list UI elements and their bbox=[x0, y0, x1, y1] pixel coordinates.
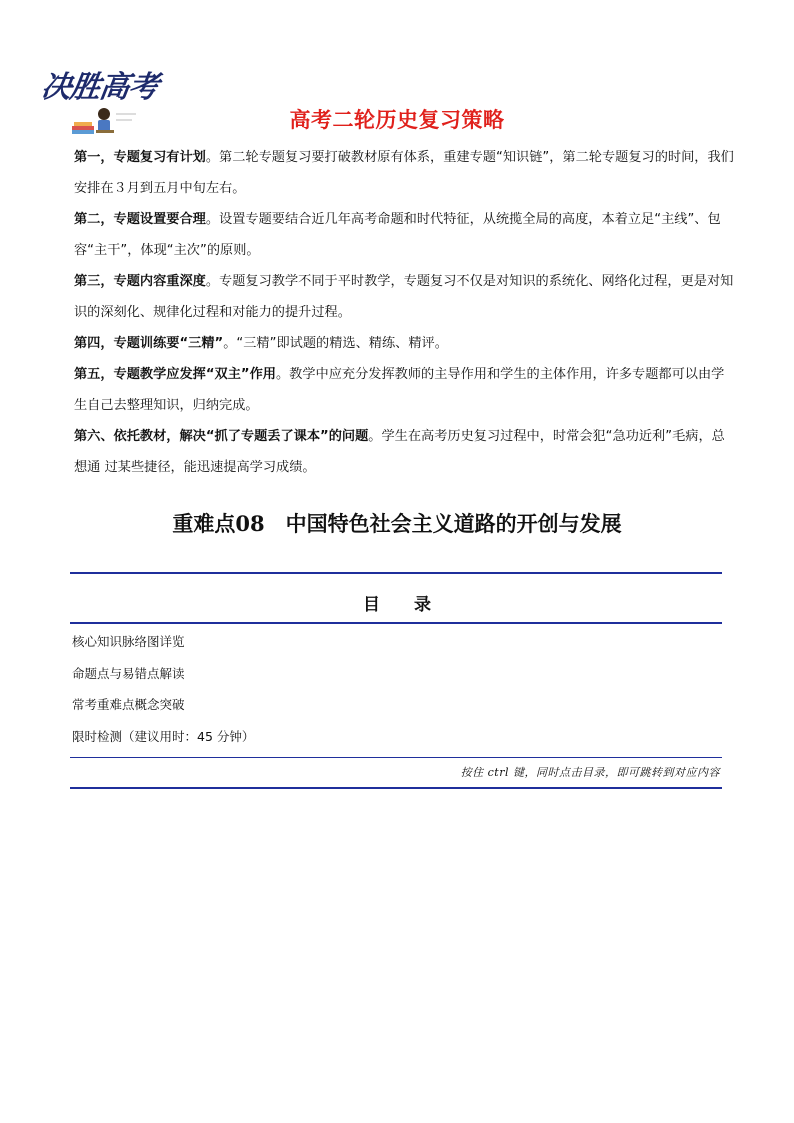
strategy-item bbox=[74, 142, 734, 204]
strategy-text: 。教学中应充分发挥教师的主导作用和学生的主体作用，许多专题都可以由学生自己去整理知识，归纳完成。 bbox=[74, 367, 725, 413]
strategy-heading: 第三，专题内容重深度 bbox=[74, 274, 206, 289]
section-title: 重难点08 中国特色社会主义道路的开创与发展 bbox=[172, 511, 622, 536]
strategy-heading: 第二，专题设置要合理 bbox=[74, 212, 206, 227]
strategy-text: 。专题复习教学不同于平时教学，专题复习不仅是对知识的系统化、网络化过程，更是对知识的深刻化、规律化过程和对能力的提升过程。 bbox=[74, 274, 734, 320]
toc-heading: 目 录 bbox=[363, 595, 431, 615]
strategy-item bbox=[74, 204, 734, 266]
toc-item[interactable]: 核心知识脉络图详览 bbox=[72, 634, 185, 649]
strategy-list bbox=[74, 142, 734, 483]
toc-item[interactable]: 常考重难点概念突破 bbox=[72, 697, 185, 712]
toc-divider bbox=[70, 757, 722, 758]
logo-text: 决胜高考 bbox=[39, 70, 160, 105]
strategy-text: 。第二轮专题复习要打破教材原有体系，重建专题“知识链”，第二轮专题复习的时间，我们安排在３月到五月中旬左右。 bbox=[74, 150, 734, 196]
strategy-heading: 第一，专题复习有计划 bbox=[74, 150, 206, 165]
toc-hint: 按住 ctrl 键，同时点击目录，即可跳转到对应内容 bbox=[460, 766, 720, 779]
strategy-heading: 第五，专题教学应发挥“双主”作用 bbox=[74, 367, 276, 382]
table-of-contents bbox=[72, 632, 254, 758]
strategy-text: 。学生在高考历史复习过程中，时常会犯“急功近利”毛病，总想通 过某些捷径，能迅速提高学习成绩。 bbox=[74, 429, 725, 475]
page-title: 高考二轮历史复习策略 bbox=[289, 108, 505, 132]
toc-heading-rule bbox=[70, 622, 722, 624]
toc-bottom-rule bbox=[70, 787, 722, 789]
toc-item[interactable]: 限时检测（建议用时：45 分钟） bbox=[72, 728, 255, 744]
toc-top-rule bbox=[70, 572, 722, 574]
strategy-item bbox=[74, 328, 734, 359]
strategy-heading: 第四，专题训练要“三精” bbox=[74, 336, 224, 351]
strategy-text: 。“三精”即试题的精选、精练、精评。 bbox=[223, 336, 448, 351]
strategy-item bbox=[74, 359, 734, 421]
strategy-item bbox=[74, 421, 734, 483]
strategy-text: 。设置专题要结合近几年高考命题和时代特征，从统揽全局的高度，本着立足“主线”、包容“主干”，体现“主次”的原则。 bbox=[74, 212, 721, 258]
strategy-item bbox=[74, 266, 734, 328]
toc-item[interactable]: 命题点与易错点解读 bbox=[72, 665, 185, 681]
strategy-heading: 第六、依托教材，解决“抓了专题丢了课本”的问题 bbox=[74, 429, 369, 444]
